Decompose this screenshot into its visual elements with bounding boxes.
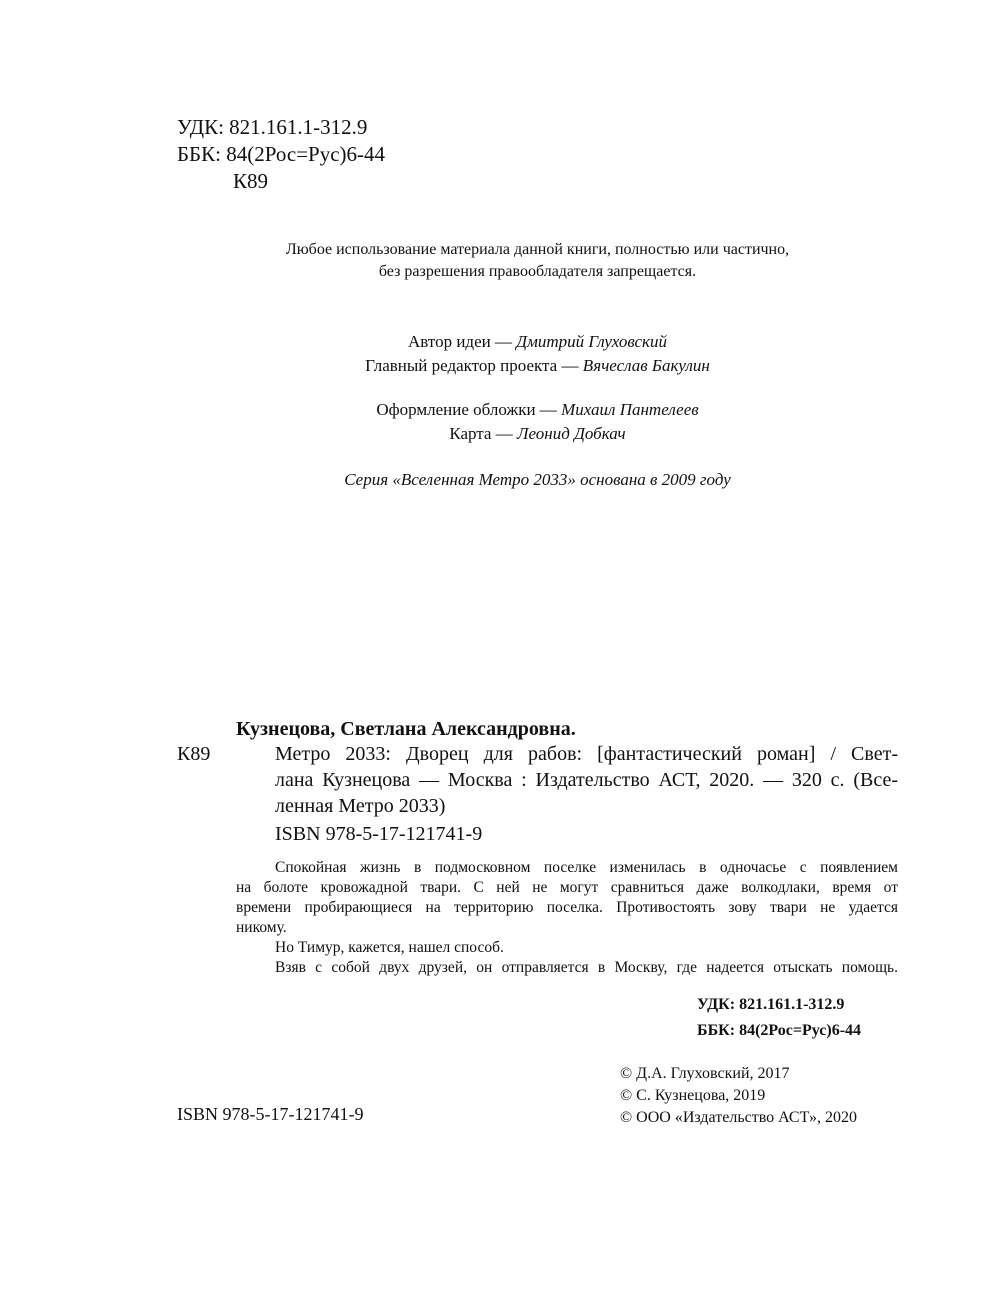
bibliography-line-2: лана Кузнецова — Москва : Издательство АСТ, 2020. — 320 с. (Все- (275, 769, 898, 791)
copyright-line: © Д.А. Глуховский, 2017 (620, 1065, 790, 1082)
classification-codes-top (177, 114, 385, 195)
isbn-bottom: ISBN 978-5-17-121741-9 (177, 1104, 364, 1124)
bbk-code-bottom: ББК: 84(2Рос=Рус)6-44 (697, 1022, 862, 1039)
copyright-list (620, 1063, 857, 1129)
credit-cover-role: Оформление обложки — (376, 400, 562, 419)
annotation-line-6: Взяв с собой двух друзей, он отправляется в Москву, где надеется отыскать помощь. (275, 959, 898, 976)
credit-map (0, 422, 986, 446)
credit-map-name: Леонид Добкач (516, 424, 626, 443)
bibliography-line-3: ленная Метро 2033) (275, 795, 446, 817)
annotation-line-3: времени пробирающиеся на территорию поселка. Противостоять зову твари не удается (236, 899, 898, 916)
credit-editor (0, 354, 986, 378)
copyright-notice (0, 239, 986, 283)
credit-editor-name: Вячеслав Бакулин (582, 356, 710, 375)
credit-editor-role: Главный редактор проекта — (365, 356, 583, 375)
credit-idea-role: Автор идеи — (408, 332, 517, 351)
bibliography-description (275, 741, 898, 819)
series-note: Серия «Вселенная Метро 2033» основана в 2009 году (344, 470, 731, 489)
bbk-code: ББК: 84(2Рос=Рус)6-44 (177, 142, 386, 166)
annotation-line-4: никому. (236, 919, 287, 936)
credit-map-role: Карта — (449, 424, 517, 443)
credit-cover (0, 398, 986, 422)
copyright-line: © ООО «Издательство АСТ», 2020 (620, 1109, 857, 1126)
credit-idea (0, 330, 986, 354)
bibliography-line-1: Метро 2033: Дворец для рабов: [фантастический роман] / Свет- (275, 743, 898, 765)
author-mark: К89 (233, 169, 269, 193)
credit-idea-name: Дмитрий Глуховский (516, 332, 667, 351)
notice-line-1: Любое использование материала данной книги, полностью или частично, (285, 241, 790, 258)
annotation (236, 858, 898, 978)
udk-code-bottom: УДК: 821.161.1-312.9 (697, 996, 845, 1013)
annotation-line-1: Спокойная жизнь в подмосковном поселке изменилась в одночасье с появлением (275, 859, 898, 876)
copyright-line: © С. Кузнецова, 2019 (620, 1087, 766, 1104)
udk-code: УДК: 821.161.1-312.9 (177, 115, 368, 139)
bibliography-isbn: ISBN 978-5-17-121741-9 (275, 823, 483, 845)
credit-cover-name: Михаил Пантелеев (561, 400, 699, 419)
notice-line-2: без разрешения правообладателя запрещается. (378, 263, 697, 280)
bibliography-mark: К89 (177, 743, 211, 765)
bibliography-author: Кузнецова, Светлана Александровна. (236, 718, 576, 740)
annotation-line-2: на болоте кровожадной твари. С ней не могут сравниться даже волкодлаки, время от (236, 879, 898, 896)
classification-codes-bottom (697, 992, 861, 1044)
annotation-line-5: Но Тимур, кажется, нашел способ. (275, 939, 504, 956)
